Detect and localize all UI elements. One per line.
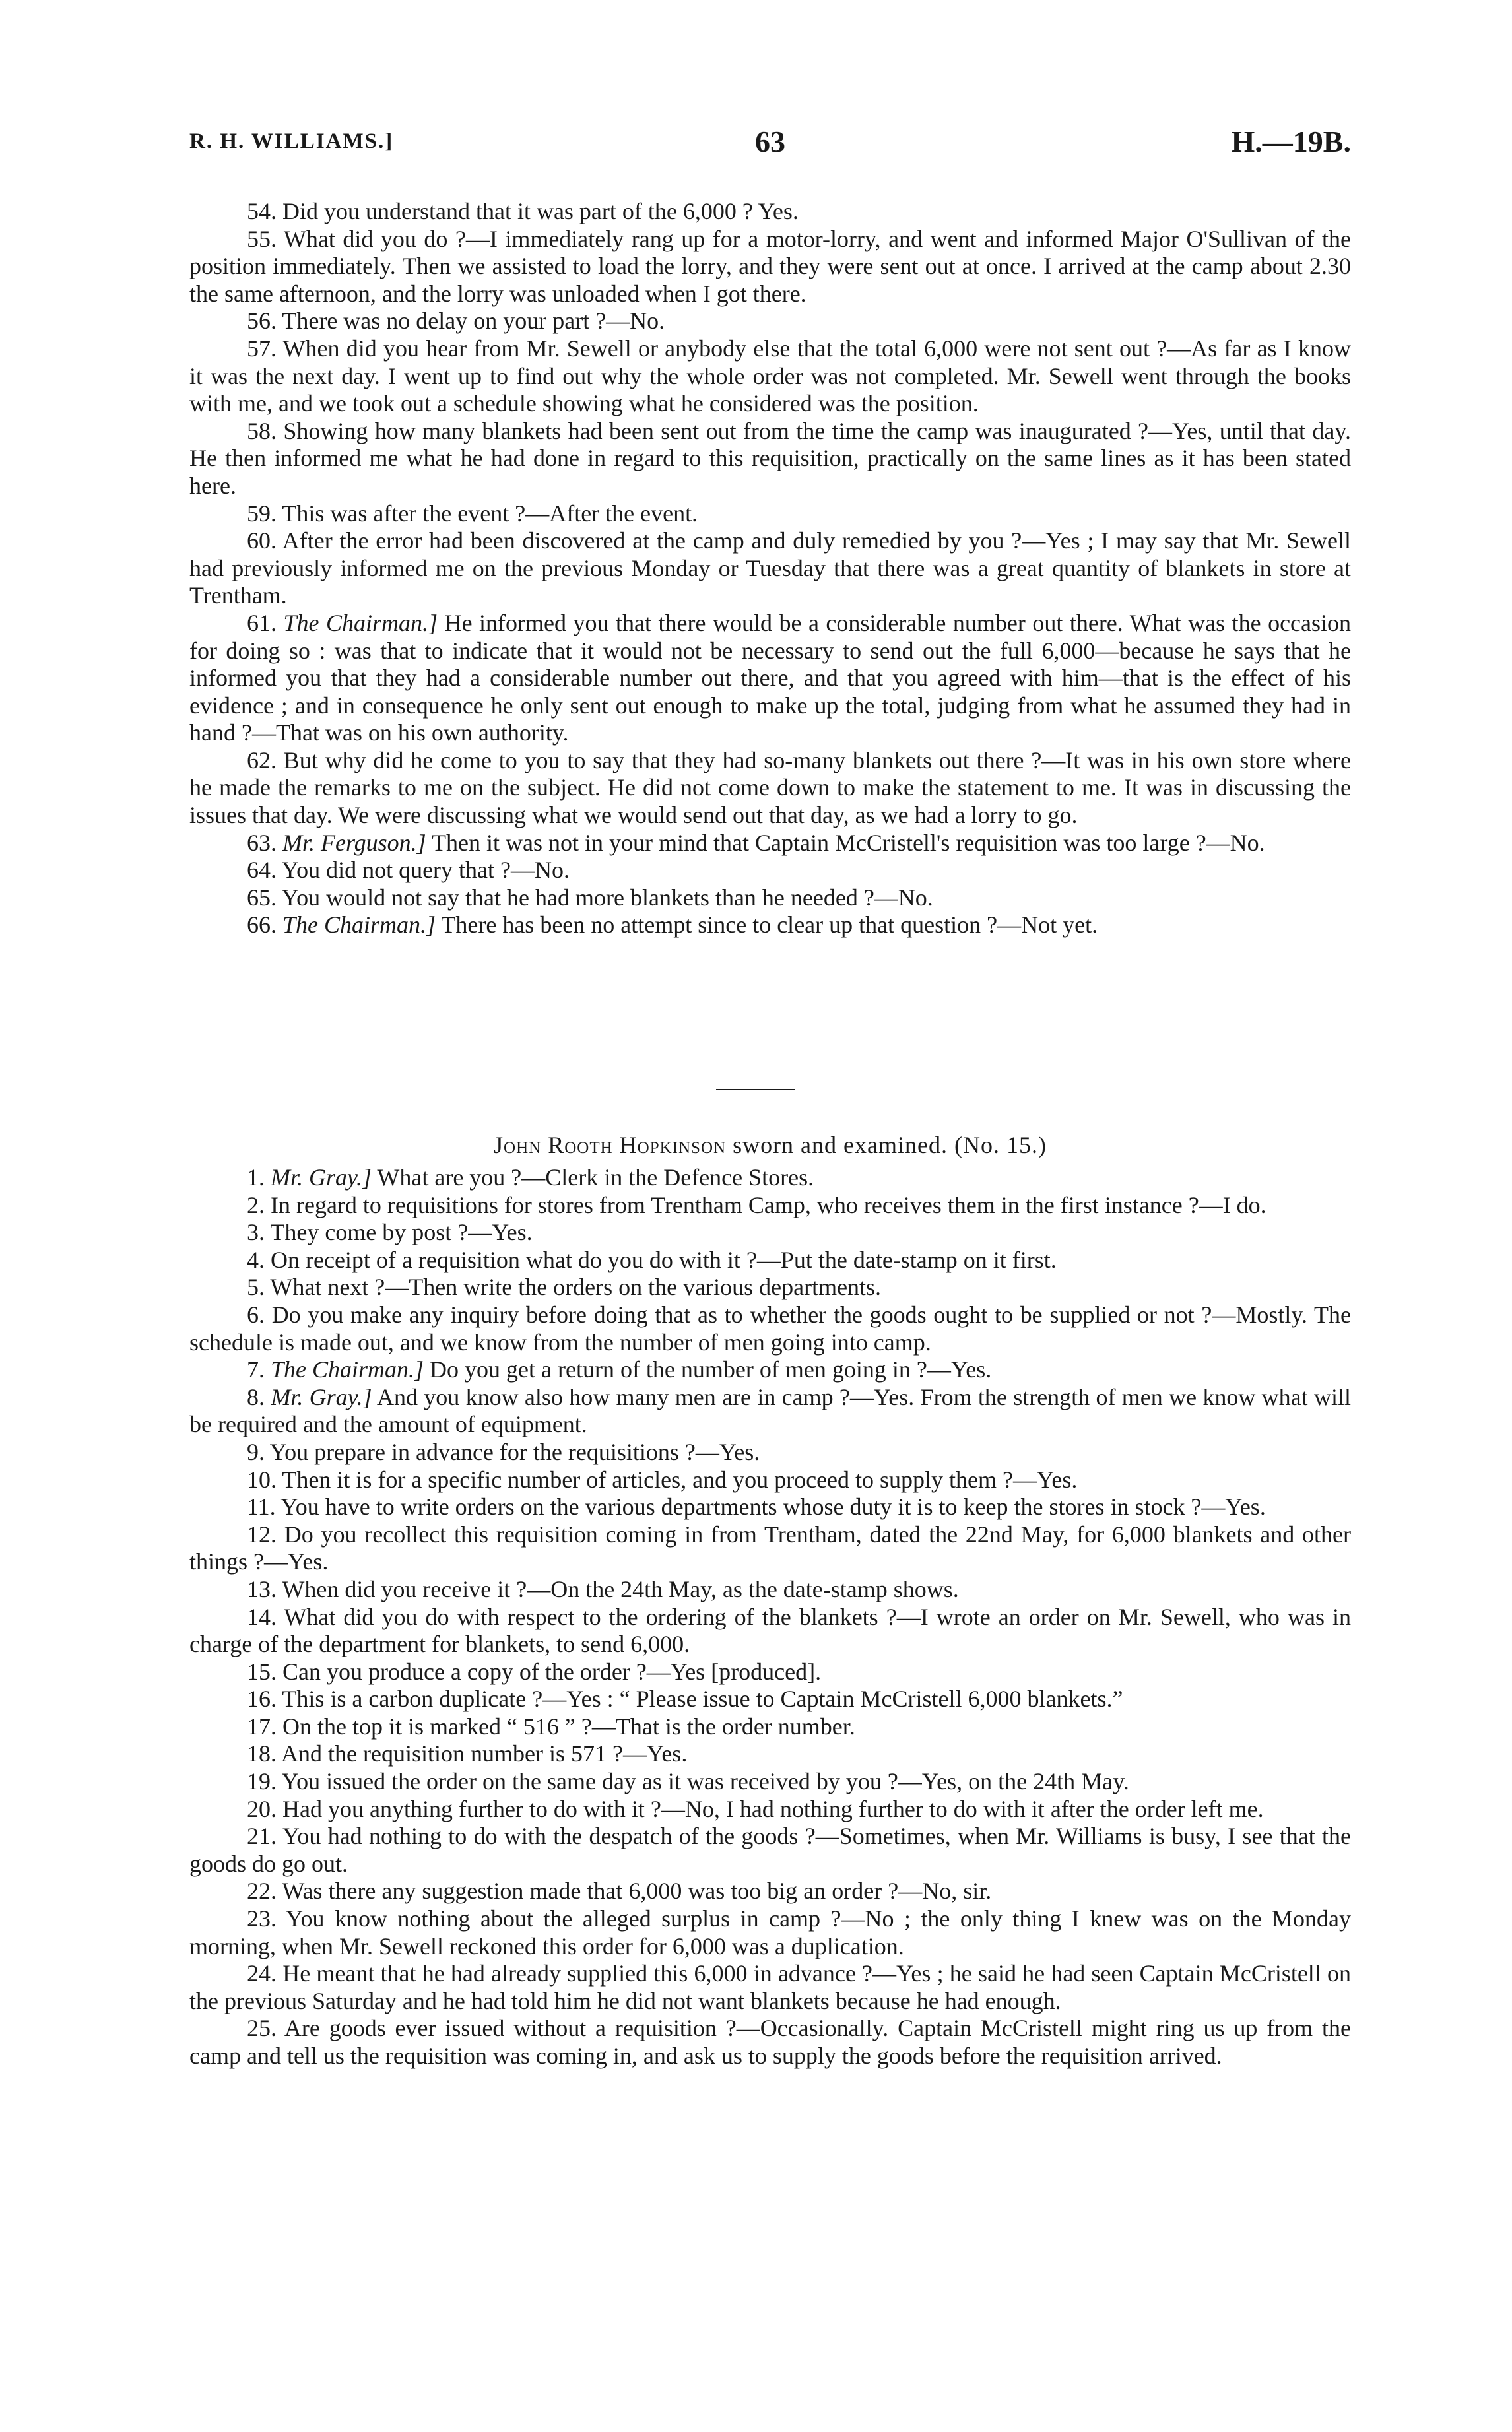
question-text: He informed you that there would be a considerable number out there. What was the occasion for doing so : was that to indicate that it would not be necessary to send out the full 6,000—because he says that he informed you that they had a considerable number out there, and that you agreed with him—that is the effect of his evidence ; and in consequence he only sent out enough to make up the total, judging from what he assumed they had in hand ?—That was on his own authority. <box>189 609 1352 746</box>
question-text: You prepare in advance for the requisitions ?—Yes. <box>269 1438 760 1465</box>
section-divider <box>716 1089 795 1090</box>
question-number: 3. <box>247 1219 265 1246</box>
speaker-name: The Chairman.] <box>271 1356 424 1383</box>
question-number: 17. <box>247 1713 277 1740</box>
question-number: 56. <box>247 308 277 335</box>
question-number: 23. <box>247 1905 277 1932</box>
testimony-hopkinson <box>189 1164 1351 2070</box>
question-number: 5. <box>247 1274 265 1301</box>
testimony-williams <box>189 198 1351 939</box>
question-number: 63. <box>247 829 277 856</box>
question-number: 22. <box>247 1878 277 1905</box>
question-text: Showing how many blankets had been sent out from the time the camp was inaugurated ?—Yes, until that day. He then informed me what he had done in regard to this requisition, practically on the same lines as it has been stated here. <box>189 417 1352 499</box>
question-number: 62. <box>247 746 277 773</box>
question-number: 6. <box>247 1301 265 1328</box>
question-paragraph <box>189 1740 1351 1768</box>
question-number: 16. <box>247 1686 277 1713</box>
question-number: 8. <box>247 1383 265 1410</box>
question-number: 59. <box>247 500 277 527</box>
witness-action: sworn and examined. <box>733 1132 948 1158</box>
speaker-name: Mr. Gray.] <box>271 1164 372 1191</box>
question-paragraph <box>189 1960 1351 2015</box>
question-text: You did not query that ?—No. <box>281 857 570 884</box>
question-paragraph <box>189 1659 1351 1686</box>
question-paragraph <box>189 1768 1351 1796</box>
question-text: There has been no attempt since to clear up that question ?—Not yet. <box>441 911 1098 938</box>
question-text: On receipt of a requisition what do you do with it ?—Put the date-stamp on it first. <box>271 1246 1057 1273</box>
question-text: After the error had been discovered at the camp and duly remedied by you ?—Yes ; I may say that Mr. Sewell had previously informed me on the previous Monday or Tuesday that there was a great quantity of blankets in store at Trentham. <box>189 527 1352 609</box>
question-text: What did you do with respect to the ordering of the blankets ?—I wrote an order on Mr. Sewell, who was in charge of the department for blankets, to send 6,000. <box>189 1603 1351 1658</box>
question-paragraph <box>189 1604 1351 1659</box>
question-paragraph <box>189 830 1351 857</box>
question-text: Can you produce a copy of the order ?—Yes [produced]. <box>282 1658 822 1685</box>
question-paragraph <box>189 527 1351 610</box>
question-number: 9. <box>247 1438 265 1465</box>
question-paragraph <box>189 884 1351 912</box>
question-number: 4. <box>247 1246 265 1273</box>
question-paragraph <box>189 1494 1351 1521</box>
question-number: 24. <box>247 1960 277 1987</box>
question-paragraph <box>189 335 1351 418</box>
question-text: Had you anything further to do with it ?—No, I had nothing further to do with it after the order left me. <box>282 1795 1264 1822</box>
question-paragraph <box>189 2015 1351 2070</box>
question-text: This is a carbon duplicate ?—Yes : “ Please issue to Captain McCristell 6,000 blankets.” <box>282 1686 1123 1713</box>
question-paragraph <box>189 1247 1351 1274</box>
question-text: And you know also how many men are in camp ?—Yes. From the strength of men we know what will be required and the amount of equipment. <box>189 1383 1351 1438</box>
speaker-name: The Chairman.] <box>283 609 438 636</box>
speaker-name: Mr. Gray.] <box>271 1383 372 1410</box>
question-number: 55. <box>247 225 277 252</box>
question-text: You would not say that he had more blankets than he needed ?—No. <box>281 884 933 911</box>
question-paragraph <box>189 1796 1351 1824</box>
question-text: You issued the order on the same day as it was received by you ?—Yes, on the 24th May. <box>281 1768 1129 1795</box>
question-text: You know nothing about the alleged surplus in camp ?—No ; the only thing I knew was on the Monday morning, when Mr. Sewell reckoned this order for 6,000 was a duplication. <box>189 1905 1351 1959</box>
question-text: Do you recollect this requisition coming in from Trentham, dated the 22nd May, for 6,000 blankets and other things ?—Yes. <box>189 1521 1352 1575</box>
question-number: 61. <box>247 609 277 636</box>
question-paragraph <box>189 1301 1351 1356</box>
question-text: There was no delay on your part ?—No. <box>282 308 665 335</box>
question-number: 25. <box>247 2015 277 2042</box>
question-number: 57. <box>247 335 277 362</box>
question-number: 18. <box>247 1740 277 1767</box>
question-paragraph <box>189 1576 1351 1604</box>
question-text: On the top it is marked “ 516 ” ?—That is the order number. <box>282 1713 855 1740</box>
question-paragraph <box>189 1878 1351 1905</box>
question-paragraph <box>189 1521 1351 1576</box>
question-number: 65. <box>247 884 277 911</box>
question-text: Do you make any inquiry before doing that as to whether the goods ought to be supplied or not ?—Mostly. The schedule is made out, and we know from the number of men going into camp. <box>189 1301 1352 1356</box>
question-paragraph <box>189 1192 1351 1220</box>
question-text: What next ?—Then write the orders on the various departments. <box>270 1274 882 1301</box>
question-text: Then it was not in your mind that Captain McCristell's requisition was too large ?—No. <box>432 829 1265 856</box>
question-paragraph <box>189 1356 1351 1384</box>
witness-number: (No. 15.) <box>954 1132 1047 1158</box>
question-text: What did you do ?—I immediately rang up for a motor-lorry, and went and informed Major O'Sullivan of the position immediately. Then we assisted to load the lorry, and they were sent out at once. I arrived at the camp about 2.30 the same afternoon, and the lorry was unloaded when I got there. <box>189 225 1351 307</box>
question-text: He meant that he had already supplied this 6,000 in advance ?—Yes ; he said he had seen Captain McCristell on the previous Saturday and he had told him he did not want blankets because he had enough. <box>189 1960 1352 2014</box>
question-paragraph <box>189 857 1351 884</box>
question-paragraph <box>189 500 1351 528</box>
question-number: 21. <box>247 1823 277 1850</box>
question-number: 1. <box>247 1164 265 1191</box>
question-paragraph <box>189 1823 1351 1878</box>
speaker-name: Mr. Ferguson.] <box>282 829 426 856</box>
question-paragraph <box>189 610 1351 747</box>
question-paragraph <box>189 1219 1351 1247</box>
question-text: Did you understand that it was part of the 6,000 ? Yes. <box>282 198 799 224</box>
question-paragraph <box>189 1439 1351 1466</box>
question-number: 14. <box>247 1603 277 1630</box>
question-paragraph <box>189 308 1351 335</box>
question-text: Then it is for a specific number of articles, and you proceed to supply them ?—Yes. <box>282 1466 1078 1493</box>
question-text: When did you hear from Mr. Sewell or anybody else that the total 6,000 were not sent out ?—As far as I know it was the next day. I went up to find out why the whole order was not completed. Mr. Sewell went through the books with me, and we took out a schedule showing what he considered was the position. <box>189 335 1351 417</box>
question-number: 12. <box>247 1521 277 1548</box>
question-text: In regard to requisitions for stores from Trentham Camp, who receives them in the first instance ?—I do. <box>271 1191 1266 1218</box>
question-text: And the requisition number is 571 ?—Yes. <box>281 1740 688 1767</box>
question-number: 13. <box>247 1575 277 1602</box>
question-number: 66. <box>247 911 277 938</box>
question-paragraph <box>189 226 1351 308</box>
question-text: This was after the event ?—After the event. <box>282 500 698 527</box>
witness-heading <box>189 1131 1351 1159</box>
question-paragraph <box>189 1713 1351 1741</box>
question-number: 11. <box>247 1494 276 1521</box>
question-paragraph <box>189 1905 1351 1960</box>
question-text: You had nothing to do with the despatch of the goods ?—Sometimes, when Mr. Williams is busy, I see that the goods do go out. <box>189 1823 1351 1877</box>
question-text: What are you ?—Clerk in the Defence Stores. <box>377 1164 814 1191</box>
question-number: 2. <box>247 1191 265 1218</box>
question-number: 19. <box>247 1768 277 1795</box>
question-paragraph <box>189 1384 1351 1439</box>
question-text: You have to write orders on the various departments whose duty it is to keep the stores in stock ?—Yes. <box>280 1494 1266 1521</box>
question-number: 20. <box>247 1795 277 1822</box>
question-paragraph <box>189 1466 1351 1494</box>
question-text: Are goods ever issued without a requisition ?—Occasionally. Captain McCristell might ring us up from the camp and tell us the requisition was coming in, and ask us to supply the goods before the requisition arrived. <box>189 2015 1351 2069</box>
question-paragraph <box>189 1164 1351 1192</box>
question-paragraph <box>189 747 1351 830</box>
page-number: 63 <box>755 125 785 158</box>
witness-name: John Rooth Hopkinson <box>494 1132 727 1158</box>
speaker-name: The Chairman.] <box>282 911 436 938</box>
question-text: They come by post ?—Yes. <box>270 1219 533 1246</box>
question-number: 60. <box>247 527 277 554</box>
question-number: 7. <box>247 1356 265 1383</box>
question-number: 54. <box>247 198 277 224</box>
question-text: When did you receive it ?—On the 24th May, as the date-stamp shows. <box>282 1575 959 1602</box>
question-paragraph <box>189 418 1351 500</box>
question-number: 15. <box>247 1658 277 1685</box>
document-reference: H.—19B. <box>1231 125 1351 158</box>
question-paragraph <box>189 1686 1351 1713</box>
page-header <box>189 124 1351 170</box>
question-paragraph <box>189 1274 1351 1301</box>
question-text: Do you get a return of the number of men going in ?—Yes. <box>430 1356 992 1383</box>
question-number: 64. <box>247 857 277 884</box>
question-text: Was there any suggestion made that 6,000 was too big an order ?—No, sir. <box>282 1878 992 1905</box>
question-paragraph <box>189 198 1351 226</box>
question-number: 10. <box>247 1466 277 1493</box>
question-paragraph <box>189 911 1351 939</box>
question-text: But why did he come to you to say that they had so-many blankets out there ?—It was in his own store where he made the remarks to me on the subject. He did not come down to make the statement to me. It was in discussing the issues that day. We were discussing what we would send out that day, as we had a lorry to go. <box>189 746 1351 829</box>
header-witness-name: R. H. WILLIAMS.] <box>189 129 394 153</box>
question-number: 58. <box>247 417 277 444</box>
